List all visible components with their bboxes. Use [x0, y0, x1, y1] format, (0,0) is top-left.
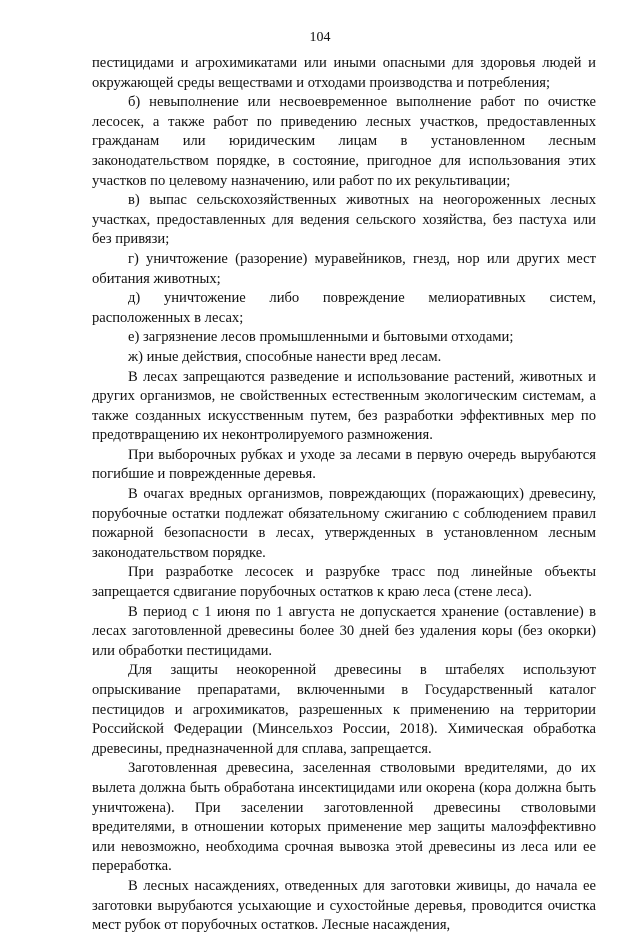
list-item-v: в) выпас сельскохозяйственных животных на неогороженных лесных участках, предоставленных для ведения сельского хозяйства, без пастуха или без привязи;: [92, 192, 596, 248]
paragraph-selective-felling: При выборочных рубках и уходе за лесами в первую очередь вырубаются погибшие и поврежденные деревья.: [92, 446, 596, 483]
list-item-g: г) уничтожение (разорение) муравейников, гнезд, нор или других мест обитания животных;: [92, 250, 596, 287]
list-item-e: е) загрязнение лесов промышленными и бытовыми отходами;: [128, 329, 514, 346]
list-item-b: б) невыполнение или несвоевременное выполнение работ по очистке лесосек, а также работ по приведению лесных участков, предоставленных гражданам или юридическим лицам в установленном лесным законодательством порядке, в состояние, пригодное для использования этих участков по целевому назначению, или работ по их рекультивации;: [92, 94, 596, 189]
paragraph-resin-harvesting: В лесных насаждениях, отведенных для заготовки живицы, до начала ее заготовки вырубаются усыхающие и сухостойные деревья, проводится очистка мест рубок от порубочных остатков. Лесные насаждения,: [92, 877, 596, 934]
paragraph-infested-timber: Заготовленная древесина, заселенная стволовыми вредителями, до их вылета должна быть обработана инсектицидами или окорена (кора должна быть уничтожена). При заселении заготовленной древесины стволовыми вредителями, в отношении которых применение мер защиты малоэффективно или невозможно, необходима срочная вывозка этой древесины из леса или ее переработка.: [92, 760, 596, 875]
paragraph-timber-protection: Для защиты неокоренной древесины в штабелях используют опрыскивание препаратами, включенными в Государственный каталог пестицидов и агрохимикатов, разрешенных к применению на территории Российской Федерации (Минсельхоз России, 2018). Химическая обработка древесины, предназначенной для сплава, запрещается.: [92, 662, 596, 757]
paragraph-cutting-areas: При разработке лесосек и разрубке трасс под линейные объекты запрещается сдвигание порубочных остатков к краю леса (стене леса).: [92, 564, 596, 601]
list-item-d: д) уничтожение либо повреждение мелиоративных систем, расположенных в лесах;: [92, 290, 596, 326]
paragraph-continuation: пестицидами и агрохимикатами или иными опасными для здоровья людей и окружающей среды веществами и отходами производства и потребления;: [92, 55, 596, 91]
paragraph-prohibited-organisms: В лесах запрещаются разведение и использование растений, животных и других организмов, не свойственных естественным экологическим системам, а также созданных искусственным путем, без разработки эффективных мер по предотвращению их неконтролируемого размножения.: [92, 368, 596, 444]
paragraph-pest-foci: В очагах вредных организмов, повреждающих (поражающих) древесину, порубочные остатки подлежат обязательному сжиганию с соблюдением правил пожарной безопасности в лесах, утвержденных в установленном лесным законодательством порядке.: [92, 486, 596, 561]
list-item-zh: ж) иные действия, способные нанести вред лесам.: [128, 348, 442, 365]
page-number: 104: [309, 30, 331, 45]
paragraph-storage-period: В период с 1 июня по 1 августа не допускается хранение (оставление) в лесах заготовленной древесины более 30 дней без удаления коры (без окорки) или обработки пестицидами.: [92, 603, 596, 659]
document-text-body: [92, 54, 596, 936]
